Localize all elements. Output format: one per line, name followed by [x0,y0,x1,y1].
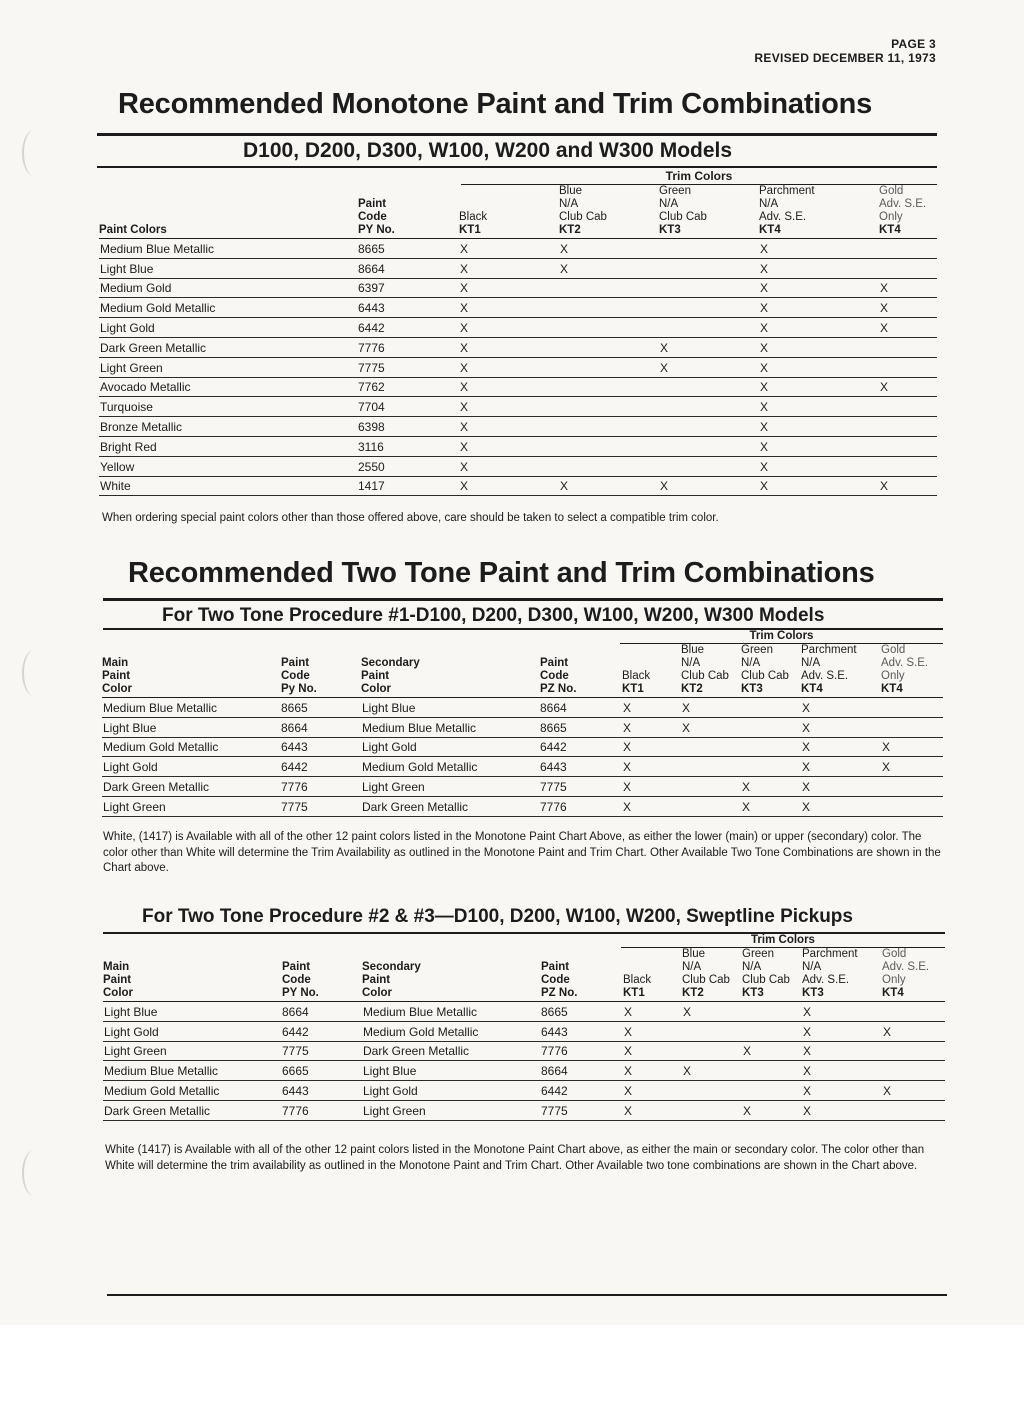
col-trim-kt2: Blue N/A Club Cab KT2 [559,185,659,239]
paint-color-cell: Medium Blue Metallic [99,239,358,259]
procedure2-note: White (1417) is Available with all of the other 12 paint colors listed in the Monotone Paint Chart above, as either the main or secondary color. The color other than White will determine the trim availability as outlined in the Monotone Paint and Trim Chart. Other Available two tone combinations are shown in the Chart above. [105,1144,925,1172]
trim-mark-cell [559,417,659,437]
trim-mark-cell [741,737,801,757]
punch-hole-mark [22,130,46,176]
paint-color-cell: Yellow [99,456,358,476]
trim-mark-cell: X [681,698,741,718]
monotone-subtitle: D100, D200, D300, W100, W200 and W300 Models [243,139,733,162]
trim-mark-cell [742,1002,802,1022]
trim-mark-cell: X [879,278,937,298]
trim-mark-cell: X [622,777,681,797]
py-code-cell: 7776 [282,1100,362,1120]
monotone-table [99,169,937,496]
main-paint-color-cell: Light Blue [103,1002,282,1022]
pz-code-cell: 7776 [541,1041,623,1061]
table-row [99,377,937,397]
table-row [102,717,943,737]
paint-color-cell: Bronze Metallic [99,417,358,437]
paint-code-cell: 7704 [358,397,459,417]
trim-mark-cell: X [741,796,801,816]
trim-mark-cell: X [801,777,881,797]
secondary-paint-color-cell: Light Gold [361,737,540,757]
trim-mark-cell: X [682,1061,742,1081]
table-row [99,318,937,338]
py-code-cell: 8665 [281,698,361,718]
table-row [99,278,937,298]
trim-mark-cell: X [802,1002,882,1022]
trim-mark-cell: X [622,796,681,816]
paint-color-cell: Turquoise [99,397,358,417]
procedure1-table [102,630,943,817]
trim-mark-cell: X [459,258,559,278]
punch-hole-mark [22,1150,46,1196]
col-trim-kt1: Black KT1 [459,185,559,239]
main-paint-color-cell: Dark Green Metallic [103,1100,282,1120]
trim-mark-cell: X [759,278,879,298]
trim-mark-cell: X [559,258,659,278]
py-code-cell: 6443 [282,1081,362,1101]
trim-mark-cell: X [759,436,879,456]
col-pz-code: Paint Code PZ No. [540,644,622,698]
procedure1-header-row [102,644,943,698]
procedure1-grid [102,644,943,817]
secondary-paint-color-cell: Medium Gold Metallic [361,757,540,777]
punch-hole-mark [22,650,46,696]
trim-mark-cell [559,318,659,338]
main-paint-color-cell: Light Blue [102,717,281,737]
trim-colors-header: Trim Colors [620,630,943,644]
paint-code-cell: 7775 [358,357,459,377]
trim-mark-cell [559,397,659,417]
col-main-paint-color: Main Paint Color [102,644,281,698]
monotone-note: When ordering special paint colors other than those offered above, care should be taken to select a compatible trim color. [102,512,719,524]
trim-mark-cell: X [622,717,681,737]
pz-code-cell: 7775 [541,1100,623,1120]
trim-mark-cell: X [801,737,881,757]
main-paint-color-cell: Dark Green Metallic [102,777,281,797]
trim-mark-cell: X [759,357,879,377]
trim-mark-cell: X [459,298,559,318]
trim-mark-cell: X [623,1002,682,1022]
col-py-code: Paint Code Py No. [281,644,361,698]
main-paint-color-cell: Medium Gold Metallic [103,1081,282,1101]
trim-mark-cell: X [459,377,559,397]
main-paint-color-cell: Medium Gold Metallic [102,737,281,757]
paint-code-cell: 8665 [358,239,459,259]
table-row [102,796,943,816]
trim-mark-cell: X [759,239,879,259]
trim-mark-cell: X [681,717,741,737]
paint-code-cell: 8664 [358,258,459,278]
trim-mark-cell [559,456,659,476]
trim-mark-cell [559,436,659,456]
trim-mark-cell [741,717,801,737]
table-row [103,1100,945,1120]
procedure2-grid [103,948,945,1121]
trim-colors-header: Trim Colors [461,169,937,185]
revision-date: REVISED DECEMBER 11, 1973 [754,51,936,65]
paint-code-cell: 2550 [358,456,459,476]
trim-mark-cell [879,239,937,259]
paint-color-cell: Dark Green Metallic [99,337,358,357]
main-paint-color-cell: Light Gold [103,1021,282,1041]
trim-mark-cell [659,318,759,338]
trim-mark-cell [682,1100,742,1120]
trim-mark-cell: X [802,1041,882,1061]
table-row [102,737,943,757]
py-code-cell: 6443 [281,737,361,757]
trim-mark-cell: X [759,397,879,417]
col-pz-code: Paint Code PZ No. [541,948,623,1002]
secondary-paint-color-cell: Medium Blue Metallic [362,1002,541,1022]
table-row [99,357,937,377]
paint-color-cell: Light Blue [99,258,358,278]
trim-mark-cell: X [801,757,881,777]
trim-mark-cell: X [623,1081,682,1101]
trim-mark-cell: X [759,456,879,476]
pz-code-cell: 8665 [541,1002,623,1022]
procedure2-subtitle: For Two Tone Procedure #2 & #3—D100, D200, W100, W200, Sweptline Pickups [142,906,853,927]
trim-mark-cell [879,258,937,278]
pz-code-cell: 6442 [541,1081,623,1101]
page-number: PAGE 3 [891,37,936,51]
py-code-cell: 7776 [281,777,361,797]
col-trim-gold: Gold Adv. S.E. Only KT4 [881,644,943,698]
secondary-paint-color-cell: Medium Blue Metallic [361,717,540,737]
trim-mark-cell: X [459,318,559,338]
trim-mark-cell: X [459,278,559,298]
col-secondary-paint-color: Secondary Paint Color [362,948,541,1002]
trim-mark-cell [681,777,741,797]
trim-mark-cell: X [459,456,559,476]
monotone-title: Recommended Monotone Paint and Trim Combinations [118,88,873,120]
trim-mark-cell [742,1021,802,1041]
trim-mark-cell [659,417,759,437]
trim-mark-cell: X [759,258,879,278]
trim-mark-cell: X [741,777,801,797]
col-trim-kt1: Black KT1 [622,644,681,698]
table-row [102,698,943,718]
trim-mark-cell [682,1081,742,1101]
table-row [103,1002,945,1022]
col-trim-kt4: Parchment N/A Adv. S.E. KT4 [801,644,881,698]
trim-mark-cell: X [759,337,879,357]
paint-color-cell: Light Gold [99,318,358,338]
pz-code-cell: 8665 [540,717,622,737]
trim-mark-cell: X [879,318,937,338]
trim-mark-cell: X [622,737,681,757]
trim-mark-cell: X [559,476,659,496]
trim-mark-cell: X [802,1061,882,1081]
table-row [103,1081,945,1101]
trim-mark-cell [882,1061,945,1081]
trim-mark-cell [882,1002,945,1022]
table-row [99,476,937,496]
trim-mark-cell: X [559,239,659,259]
trim-mark-cell: X [882,1081,945,1101]
table-row [99,258,937,278]
trim-mark-cell [741,757,801,777]
pz-code-cell: 6442 [540,737,622,757]
trim-mark-cell [879,436,937,456]
trim-mark-cell: X [759,318,879,338]
trim-mark-cell [881,777,943,797]
trim-mark-cell [659,298,759,318]
table-row [99,456,937,476]
trim-mark-cell: X [759,476,879,496]
col-trim-kt3: Green N/A Club Cab KT3 [742,948,802,1002]
trim-mark-cell: X [759,298,879,318]
trim-mark-cell [742,1081,802,1101]
py-code-cell: 7775 [281,796,361,816]
col-secondary-paint-color: Secondary Paint Color [361,644,540,698]
trim-mark-cell: X [623,1061,682,1081]
pz-code-cell: 6443 [541,1021,623,1041]
trim-mark-cell [879,417,937,437]
trim-mark-cell: X [802,1081,882,1101]
trim-mark-cell [882,1100,945,1120]
trim-mark-cell [879,337,937,357]
pz-code-cell: 7776 [540,796,622,816]
trim-mark-cell [881,796,943,816]
bottom-rule [107,1294,947,1296]
trim-mark-cell: X [759,417,879,437]
trim-mark-cell [881,717,943,737]
trim-mark-cell [681,737,741,757]
trim-mark-cell: X [659,357,759,377]
procedure2-header-row [103,948,945,1002]
paint-code-cell: 6397 [358,278,459,298]
trim-mark-cell [659,377,759,397]
pz-code-cell: 8664 [540,698,622,718]
trim-mark-cell [659,258,759,278]
scan-margin [0,1325,1024,1408]
py-code-cell: 8664 [281,717,361,737]
twotone-title: Recommended Two Tone Paint and Trim Combinations [128,557,875,589]
main-paint-color-cell: Light Gold [102,757,281,777]
table-row [102,757,943,777]
trim-mark-cell: X [742,1100,802,1120]
trim-mark-cell: X [659,476,759,496]
trim-mark-cell [559,337,659,357]
trim-mark-cell [659,278,759,298]
paint-color-cell: White [99,476,358,496]
secondary-paint-color-cell: Light Blue [362,1061,541,1081]
table-row [103,1041,945,1061]
col-trim-kt4: Parchment N/A Adv. S.E. KT4 [759,185,879,239]
paint-color-cell: Bright Red [99,436,358,456]
paint-color-cell: Medium Gold [99,278,358,298]
page-header [754,37,936,65]
trim-mark-cell [879,456,937,476]
table-row [103,1021,945,1041]
paint-color-cell: Light Green [99,357,358,377]
secondary-paint-color-cell: Light Gold [362,1081,541,1101]
secondary-paint-color-cell: Light Blue [361,698,540,718]
paint-color-cell: Avocado Metallic [99,377,358,397]
trim-mark-cell: X [802,1100,882,1120]
trim-mark-cell: X [881,737,943,757]
trim-mark-cell: X [622,698,681,718]
paint-code-cell: 7762 [358,377,459,397]
trim-mark-cell [659,436,759,456]
py-code-cell: 6442 [282,1021,362,1041]
procedure1-note: White, (1417) is Available with all of the other 12 paint colors listed in the Monotone Paint Chart Above, as either the lower (main) or upper (secondary) color. The color other than White will determine the Trim Availability as outlined in the Monotone Paint and Trim Chart. Other Available Two Tone Combinations are shown in the Chart above. [103,831,941,874]
col-trim-parchment: Parchment N/A Adv. S.E. KT3 [802,948,882,1002]
col-main-paint-color: Main Paint Color [103,948,282,1002]
trim-mark-cell: X [801,717,881,737]
paint-code-cell: 6398 [358,417,459,437]
trim-mark-cell [659,239,759,259]
main-paint-color-cell: Medium Blue Metallic [102,698,281,718]
trim-mark-cell [559,377,659,397]
trim-mark-cell [681,796,741,816]
trim-mark-cell: X [682,1002,742,1022]
pz-code-cell: 7775 [540,777,622,797]
twotone-title-rule [103,598,943,601]
trim-mark-cell [882,1041,945,1061]
trim-mark-cell: X [801,796,881,816]
table-row [102,777,943,797]
trim-mark-cell: X [802,1021,882,1041]
trim-mark-cell [559,278,659,298]
trim-mark-cell: X [879,298,937,318]
trim-mark-cell [659,456,759,476]
table-row [99,417,937,437]
procedure1-subtitle: For Two Tone Procedure #1-D100, D200, D300, W100, W200, W300 Models [162,605,825,626]
trim-colors-header: Trim Colors [621,934,945,948]
paint-code-cell: 1417 [358,476,459,496]
trim-mark-cell: X [623,1041,682,1061]
table-row [99,239,937,259]
trim-mark-cell [682,1021,742,1041]
trim-mark-cell: X [459,397,559,417]
col-paint-colors: Paint Colors [99,185,358,239]
secondary-paint-color-cell: Dark Green Metallic [361,796,540,816]
trim-mark-cell [881,698,943,718]
trim-mark-cell: X [622,757,681,777]
trim-mark-cell: X [759,377,879,397]
monotone-grid [99,185,937,496]
main-paint-color-cell: Light Green [103,1041,282,1061]
trim-mark-cell: X [623,1100,682,1120]
table-row [99,298,937,318]
trim-mark-cell: X [459,436,559,456]
col-paint-code: Paint Code PY No. [358,185,459,239]
trim-mark-cell [879,397,937,417]
trim-mark-cell [742,1061,802,1081]
py-code-cell: 7775 [282,1041,362,1061]
col-trim-kt2: Blue N/A Club Cab KT2 [682,948,742,1002]
secondary-paint-color-cell: Medium Gold Metallic [362,1021,541,1041]
main-paint-color-cell: Medium Blue Metallic [103,1061,282,1081]
procedure1-rows [102,698,943,817]
trim-mark-cell: X [459,417,559,437]
col-trim-kt1: Black KT1 [623,948,682,1002]
monotone-header-row [99,185,937,239]
trim-mark-cell [559,298,659,318]
trim-mark-cell: X [742,1041,802,1061]
trim-mark-cell: X [459,476,559,496]
pz-code-cell: 6443 [540,757,622,777]
trim-mark-cell: X [879,377,937,397]
table-row [99,397,937,417]
paint-code-cell: 6442 [358,318,459,338]
main-paint-color-cell: Light Green [102,796,281,816]
trim-mark-cell: X [623,1021,682,1041]
py-code-cell: 6665 [282,1061,362,1081]
paint-code-cell: 7776 [358,337,459,357]
col-trim-kt3: Green N/A Club Cab KT3 [741,644,801,698]
paint-code-cell: 3116 [358,436,459,456]
subtitle-rule [97,166,937,168]
trim-mark-cell: X [459,337,559,357]
trim-mark-cell [681,757,741,777]
title-rule [97,133,937,136]
trim-mark-cell: X [801,698,881,718]
paint-color-cell: Medium Gold Metallic [99,298,358,318]
trim-mark-cell: X [882,1021,945,1041]
col-py-code: Paint Code PY No. [282,948,362,1002]
table-row [99,337,937,357]
paint-code-cell: 6443 [358,298,459,318]
trim-mark-cell: X [459,357,559,377]
trim-mark-cell [741,698,801,718]
col-trim-kt2: Blue N/A Club Cab KT2 [681,644,741,698]
monotone-rows [99,239,937,496]
procedure2-table [103,934,945,1121]
table-row [99,436,937,456]
col-trim-gold: Gold Adv. S.E. Only KT4 [879,185,937,239]
trim-mark-cell: X [881,757,943,777]
trim-mark-cell: X [879,476,937,496]
trim-mark-cell: X [459,239,559,259]
py-code-cell: 6442 [281,757,361,777]
pz-code-cell: 8664 [541,1061,623,1081]
py-code-cell: 8664 [282,1002,362,1022]
trim-mark-cell [659,397,759,417]
procedure2-rows [103,1002,945,1121]
col-trim-kt3: Green N/A Club Cab KT3 [659,185,759,239]
secondary-paint-color-cell: Light Green [362,1100,541,1120]
trim-mark-cell [879,357,937,377]
col-trim-gold: Gold Adv. S.E. Only KT4 [882,948,945,1002]
secondary-paint-color-cell: Light Green [361,777,540,797]
trim-mark-cell: X [659,337,759,357]
secondary-paint-color-cell: Dark Green Metallic [362,1041,541,1061]
trim-mark-cell [682,1041,742,1061]
trim-mark-cell [559,357,659,377]
table-row [103,1061,945,1081]
